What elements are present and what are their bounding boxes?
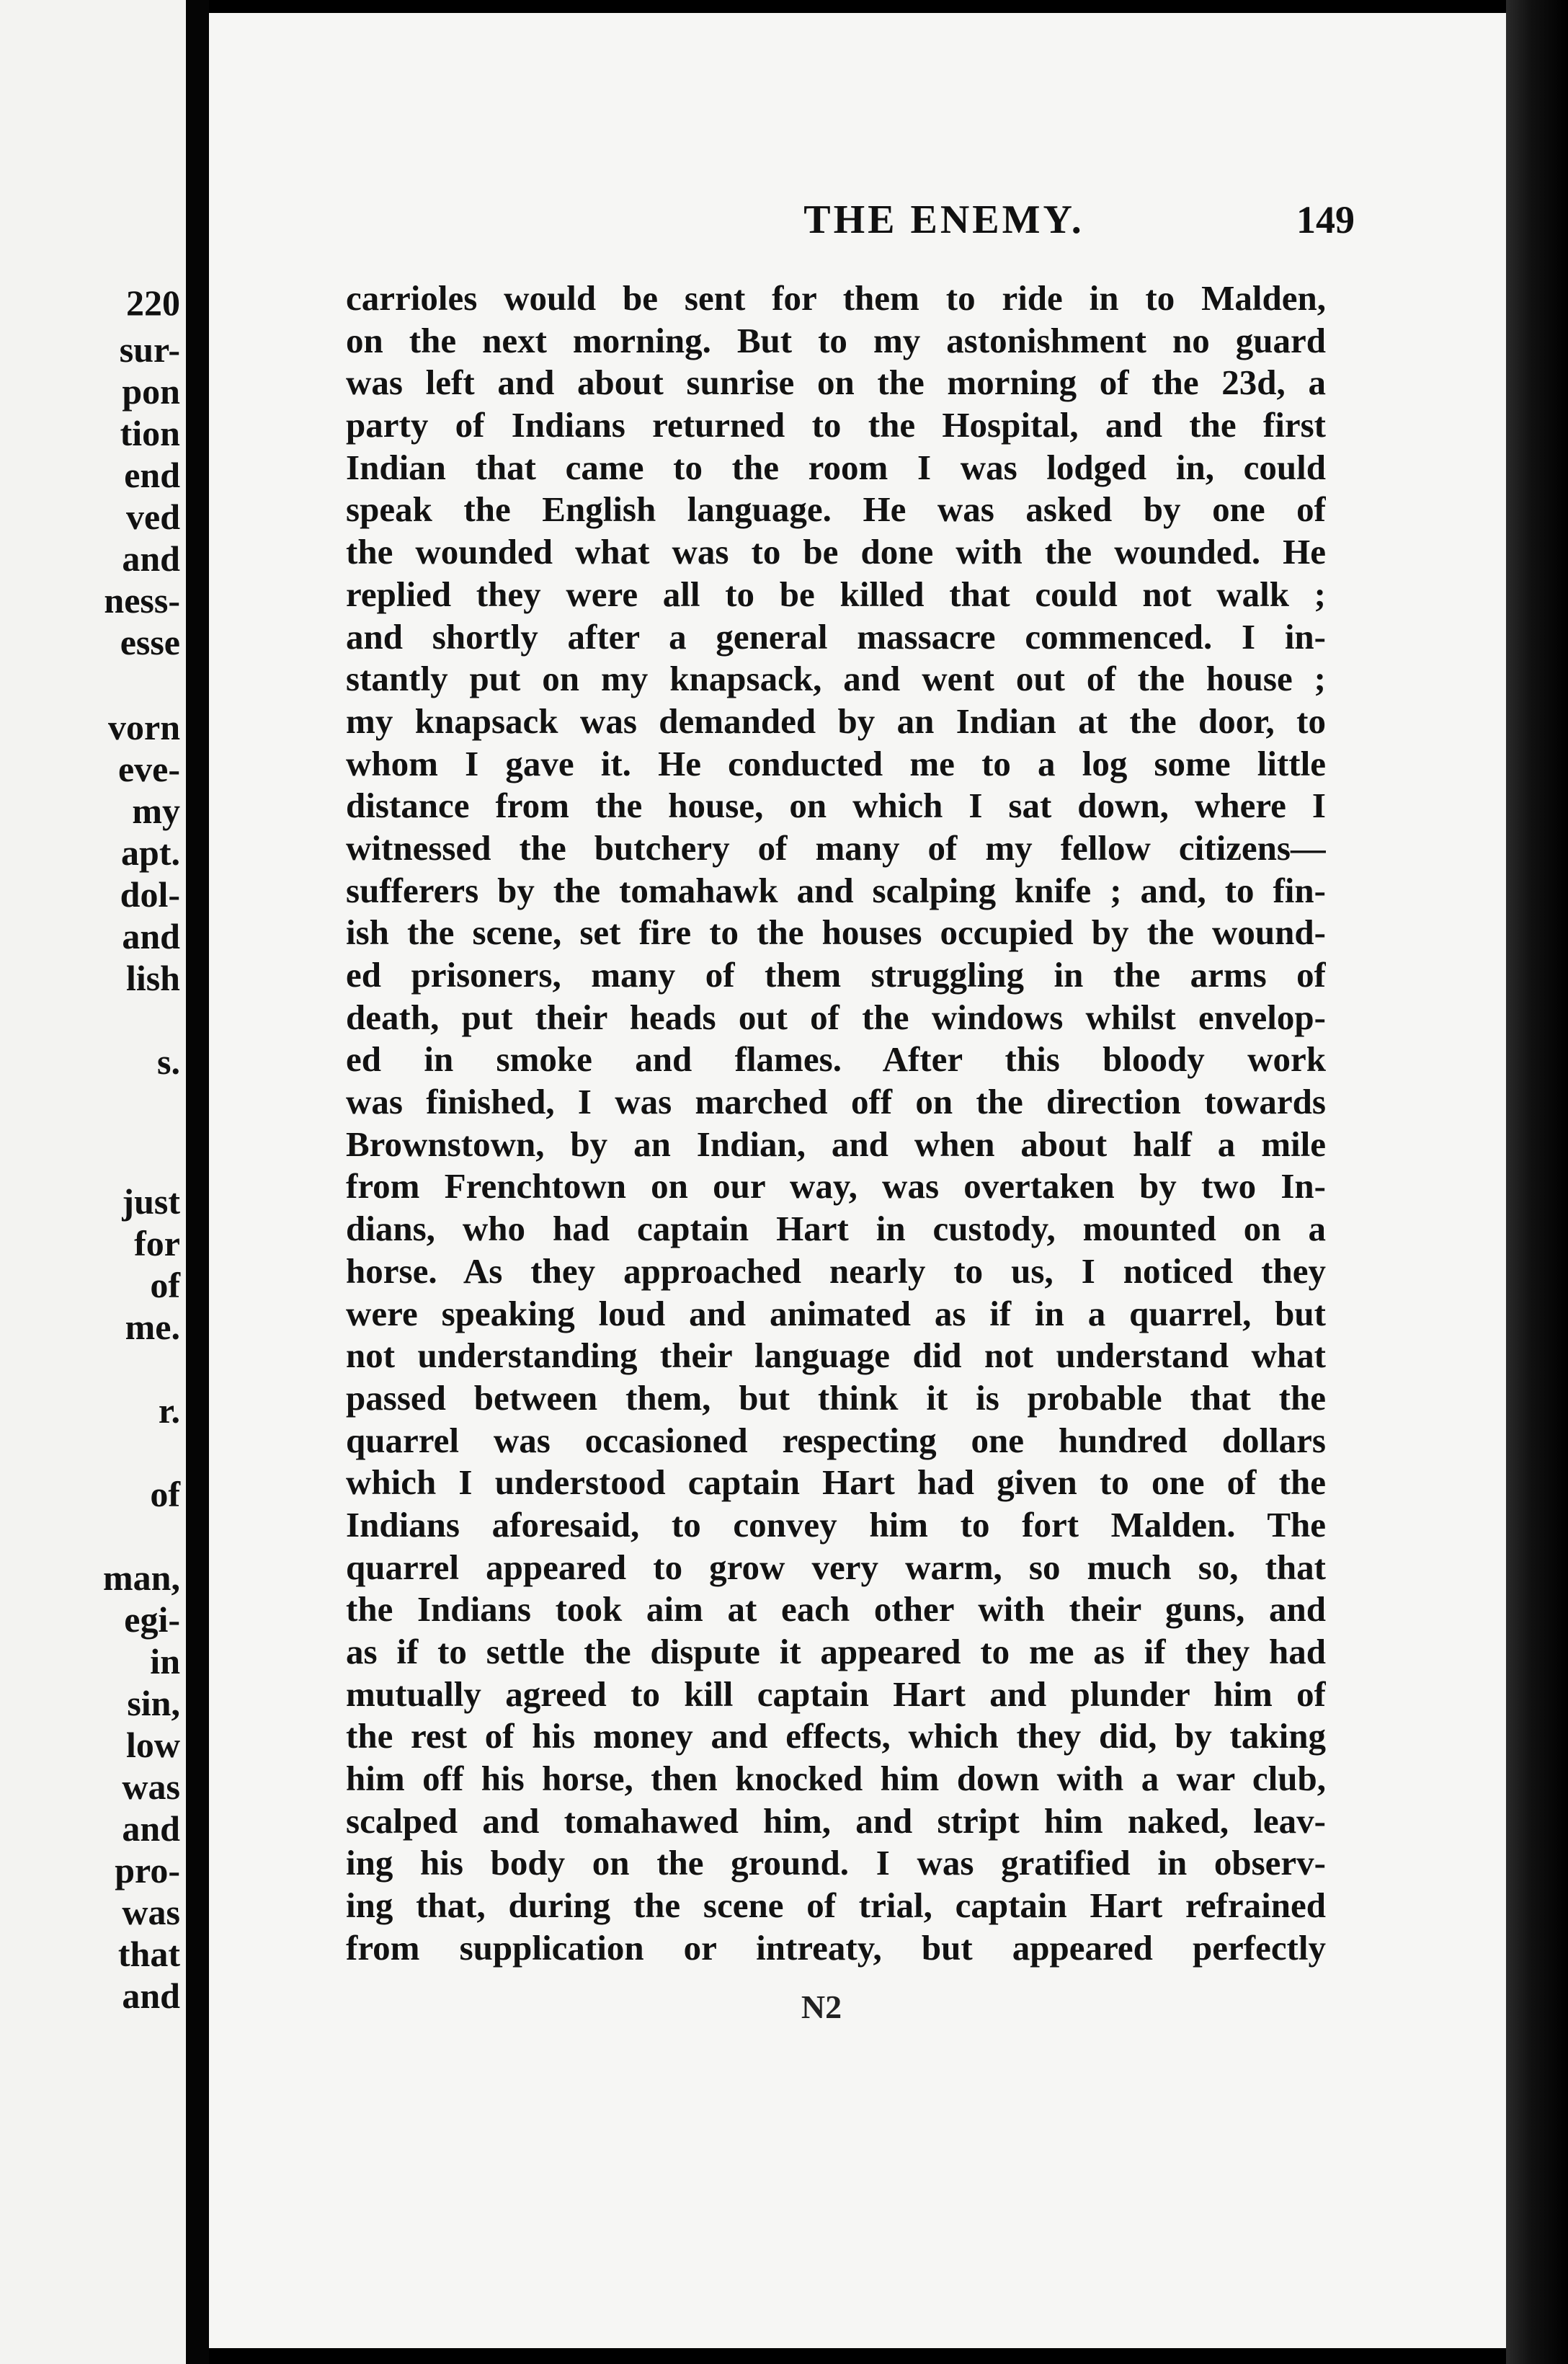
text-line: scalped and tomahawed him, and stript him naked, leav- xyxy=(346,1800,1326,1841)
text-line: from Frenchtown on our way, was overtaken by two In- xyxy=(346,1166,1326,1207)
facing-page-fragment: that xyxy=(117,1934,180,1974)
text-line: Indian that came to the room I was lodged in, could xyxy=(346,447,1326,487)
text-line: witnessed the butchery of many of my fellow citizens— xyxy=(346,827,1326,868)
facing-page-fragment: sin, xyxy=(127,1683,180,1723)
facing-page-fragment: of xyxy=(150,1265,180,1305)
signature-mark: N2 xyxy=(801,1988,842,2025)
text-line: sufferers by the tomahawk and scalping knife ; and, to fin- xyxy=(346,870,1326,910)
text-line: from supplication or intreaty, but appeared perfectly xyxy=(346,1927,1326,1968)
facing-page-fragment: just xyxy=(122,1181,180,1222)
text-line: was left and about sunrise on the morning of the 23d, a xyxy=(346,363,1326,403)
facing-page-fragment: and xyxy=(122,1808,180,1849)
facing-page-fragment: and xyxy=(122,538,180,579)
text-line: the Indians took aim at each other with their guns, and xyxy=(346,1589,1326,1630)
text-line: Brownstown, by an Indian, and when about half a mile xyxy=(346,1124,1326,1164)
facing-page-fragment: r. xyxy=(158,1390,180,1431)
facing-page-fragment: ness- xyxy=(104,580,180,621)
facing-page-fragment: low xyxy=(126,1725,180,1765)
facing-page-fragment: s. xyxy=(157,1041,180,1082)
text-line: Indians aforesaid, to convey him to fort Malden. The xyxy=(346,1504,1326,1545)
text-line: ed prisoners, many of them struggling in the arms of xyxy=(346,955,1326,995)
running-head xyxy=(209,195,1506,245)
facing-page-fragment: of xyxy=(150,1474,180,1514)
facing-page-fragment: man, xyxy=(103,1558,180,1598)
facing-page-fragment: in xyxy=(150,1641,180,1681)
text-line: ing his body on the ground. I was gratified in observ- xyxy=(346,1843,1326,1883)
facing-page-fragment: for xyxy=(134,1223,180,1263)
text-line: quarrel was occasioned respecting one hundred dollars xyxy=(346,1420,1326,1460)
facing-page-fragment: ved xyxy=(126,497,180,537)
text-line: speak the English language. He was asked by one of xyxy=(346,489,1326,530)
facing-page-fragment: dol- xyxy=(120,874,180,915)
text-line: party of Indians returned to the Hospital, and the first xyxy=(346,405,1326,445)
facing-page xyxy=(0,0,186,2364)
text-line: the rest of his money and effects, which they did, by taking xyxy=(346,1716,1326,1756)
text-line: on the next morning. But to my astonishment no guard xyxy=(346,320,1326,360)
facing-page-fragment: my xyxy=(132,791,180,831)
text-line: and shortly after a general massacre commenced. I in- xyxy=(346,616,1326,657)
text-line: carrioles would be sent for them to ride in to Malden, xyxy=(346,278,1326,318)
facing-page-text xyxy=(0,0,186,2364)
book-gutter xyxy=(186,0,209,2364)
page-edge xyxy=(1506,0,1568,2364)
text-line: dians, who had captain Hart in custody, mounted on a xyxy=(346,1209,1326,1249)
running-head-title: THE ENEMY. xyxy=(803,197,1084,242)
text-line: was finished, I was marched off on the direction towards xyxy=(346,1082,1326,1122)
text-line: death, put their heads out of the windows whilst envelop- xyxy=(346,997,1326,1037)
facing-page-fragment: end xyxy=(124,455,180,495)
facing-page-fragment: me. xyxy=(125,1307,180,1347)
facing-page-fragment: and xyxy=(122,1976,180,2016)
text-line: were speaking loud and animated as if in a quarrel, but xyxy=(346,1293,1326,1333)
body-text xyxy=(346,277,1326,1970)
facing-page-fragment: 220 xyxy=(126,283,180,323)
text-line: not understanding their language did not understand what xyxy=(346,1336,1326,1376)
text-line: which I understood captain Hart had given to one of the xyxy=(346,1462,1326,1503)
facing-page-fragment: eve- xyxy=(117,749,180,789)
facing-page-fragment: esse xyxy=(120,622,180,662)
facing-page-fragment: tion xyxy=(120,413,180,453)
facing-page-fragment: sur- xyxy=(119,329,180,370)
facing-page-fragment: pro- xyxy=(115,1850,180,1890)
text-line: the wounded what was to be done with the wounded. He xyxy=(346,532,1326,572)
text-line: distance from the house, on which I sat down, where I xyxy=(346,786,1326,826)
text-line: quarrel appeared to grow very warm, so much so, that xyxy=(346,1547,1326,1587)
facing-page-fragment: lish xyxy=(125,958,180,998)
facing-page-fragment: apt. xyxy=(121,832,180,873)
text-line: mutually agreed to kill captain Hart and plunder him of xyxy=(346,1674,1326,1714)
text-line: him off his horse, then knocked him down with a war club, xyxy=(346,1759,1326,1799)
text-line: ish the scene, set fire to the houses occupied by the wound- xyxy=(346,912,1326,953)
text-line: whom I gave it. He conducted me to a log some little xyxy=(346,743,1326,783)
facing-page-fragment: egi- xyxy=(124,1599,180,1640)
text-line: ing that, during the scene of trial, captain Hart refrained xyxy=(346,1885,1326,1926)
text-line: my knapsack was demanded by an Indian at the door, to xyxy=(346,701,1326,741)
facing-page-fragment: pon xyxy=(122,371,180,412)
text-line: horse. As they approached nearly to us, I noticed they xyxy=(346,1250,1326,1291)
text-line: replied they were all to be killed that could not walk ; xyxy=(346,574,1326,614)
page-number: 149 xyxy=(1296,198,1355,241)
text-line: ed in smoke and flames. After this bloody work xyxy=(346,1039,1326,1080)
facing-page-fragment: was xyxy=(122,1767,180,1807)
facing-page-fragment: was xyxy=(122,1892,180,1932)
facing-page-fragment: vorn xyxy=(108,707,180,747)
facing-page-fragment: and xyxy=(122,916,180,956)
text-line: passed between them, but think it is probable that the xyxy=(346,1377,1326,1418)
text-line: as if to settle the dispute it appeared to me as if they had xyxy=(346,1632,1326,1671)
text-line: stantly put on my knapsack, and went out of the house ; xyxy=(346,659,1326,699)
